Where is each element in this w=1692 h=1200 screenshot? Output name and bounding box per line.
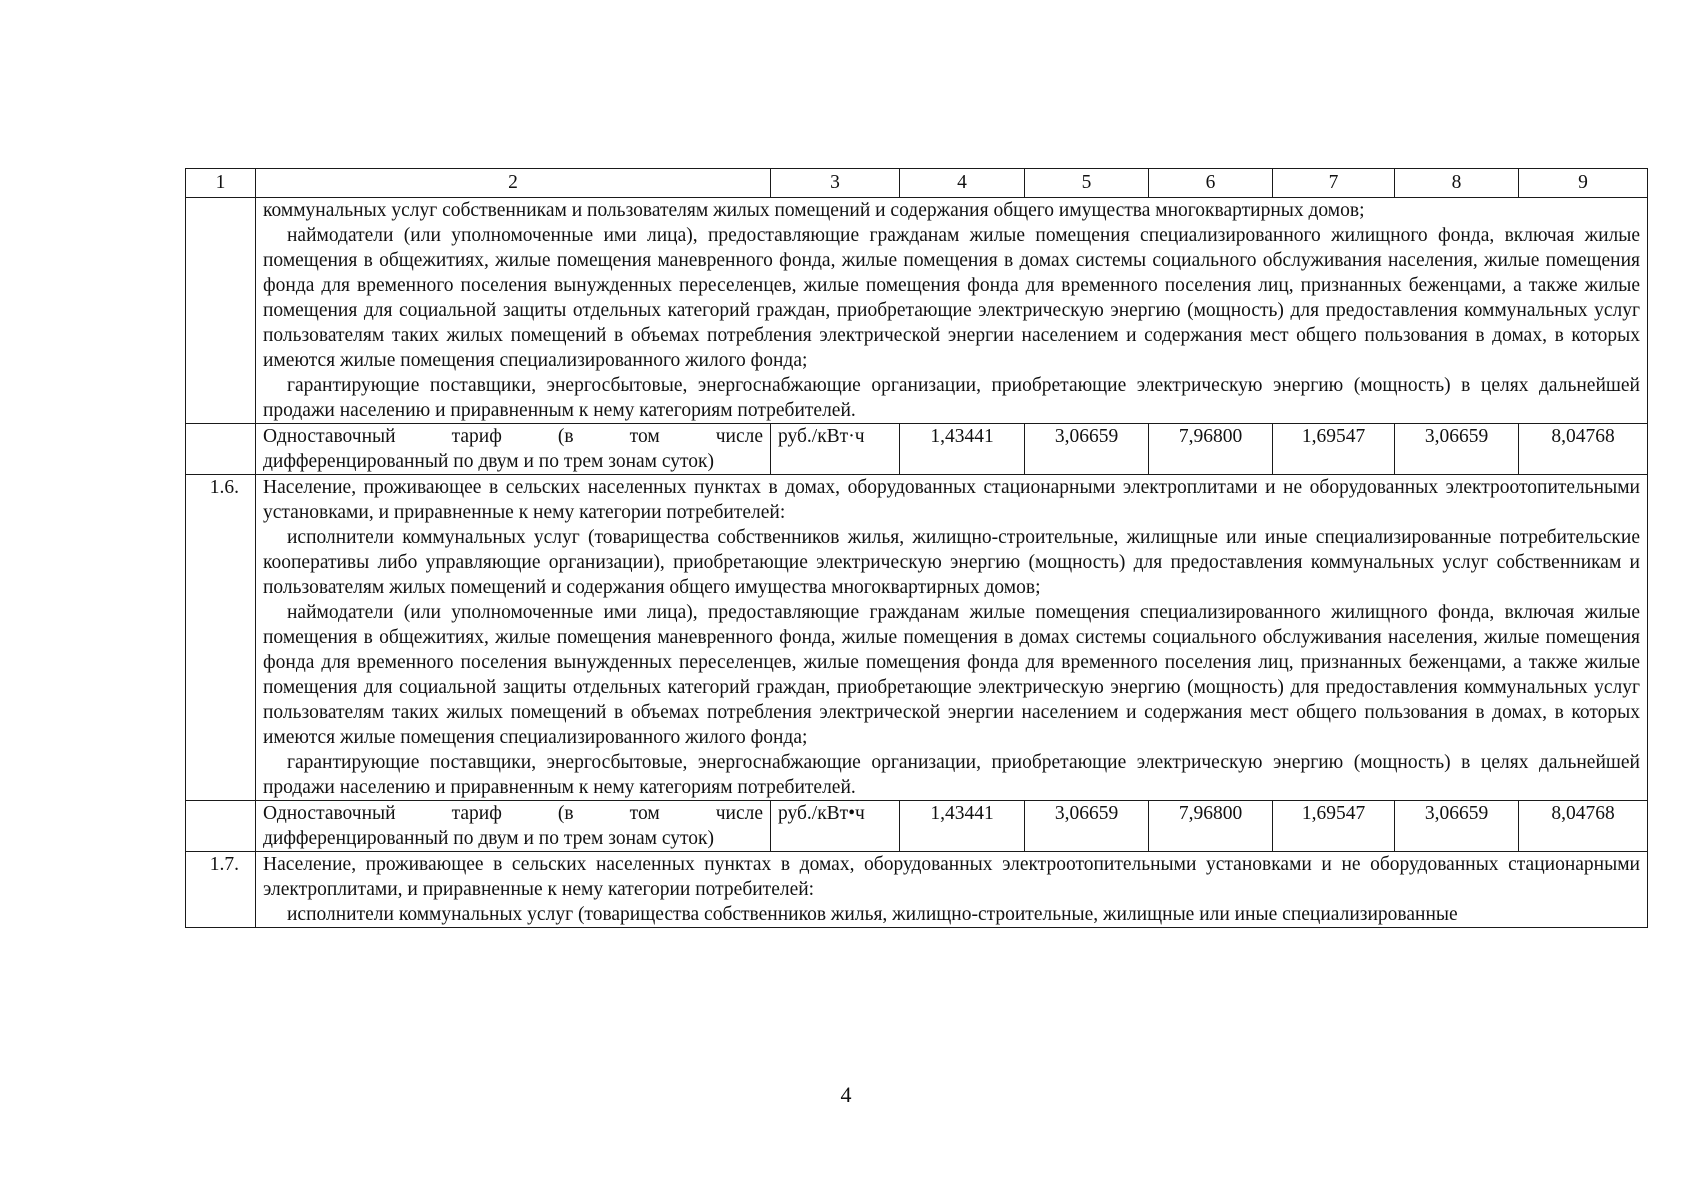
tariff-value: 3,06659 <box>1395 801 1519 852</box>
page-number: 4 <box>840 1082 852 1107</box>
row-number-cell <box>186 424 256 475</box>
continued-consumer-description-row <box>186 198 1648 424</box>
column-number: 5 <box>1025 169 1149 198</box>
tariff-value: 1,69547 <box>1273 801 1395 852</box>
paragraph: коммунальных услуг собственникам и пользователям жилых помещений и содержания общего имущества многоквартирных домов; <box>263 200 1365 221</box>
row-number: 1.7. <box>186 852 256 928</box>
unit-cell: руб./кВт·ч <box>771 424 900 475</box>
tariff-value: 1,43441 <box>900 801 1025 852</box>
column-number-header-row <box>186 169 1648 198</box>
row-number-cell <box>186 198 256 424</box>
paragraph: исполнители коммунальных услуг (товарищества собственников жилья, жилищно-строительные, жилищные или иные специализированные потребительские кооперативы либо управляющие организации), приобретающие электрическую энергию (мощность) для предоставления коммунальных услуг собственникам и пользователям жилых помещений и содержания общего имущества многоквартирных домов; <box>263 527 1640 598</box>
tariff-label: Одноставочный тариф (в том числе дифференцированный по двум и по трем зонам суток) <box>256 801 771 852</box>
tariff-value: 8,04768 <box>1519 801 1648 852</box>
paragraph: гарантирующие поставщики, энергосбытовые, энергоснабжающие организации, приобретающие электрическую энергию (мощность) в целях дальнейшей продажи населению и приравненным к нему категориям потребителей. <box>263 375 1640 421</box>
paragraph: наймодатели (или уполномоченные ими лица), предоставляющие гражданам жилые помещения специализированного жилищного фонда, включая жилые помещения в общежитиях, жилые помещения маневренного фонда, жилые помещения в домах системы социального обслуживания населения, жилые помещения фонда для временного поселения вынужденных переселенцев, жилые помещения фонда для временного поселения лиц, признанных беженцами, а также жилые помещения для социальной защиты отдельных категорий граждан, приобретающие электрическую энергию (мощность) для предоставления коммунальных услуг пользователям таких жилых помещений в объемах потребления электрической энергии населением и содержания мест общего пользования в домах, в которых имеются жилые помещения специализированного жилого фонда; <box>263 225 1640 371</box>
tariff-label: Одноставочный тариф (в том числе дифференцированный по двум и по трем зонам суток) <box>256 424 771 475</box>
tariff-value: 7,96800 <box>1149 801 1273 852</box>
tariff-value: 1,43441 <box>900 424 1025 475</box>
tariff-value: 1,69547 <box>1273 424 1395 475</box>
paragraph: Население, проживающее в сельских населенных пунктах в домах, оборудованных электроотопительными установками и не оборудованных стационарными электроплитами, и приравненные к нему категории потребителей: <box>263 854 1640 900</box>
column-number: 9 <box>1519 169 1648 198</box>
tariff-value: 3,06659 <box>1025 424 1149 475</box>
section-1-6-row <box>186 475 1648 801</box>
column-number: 1 <box>186 169 256 198</box>
unit-cell: руб./кВт•ч <box>771 801 900 852</box>
row-number: 1.6. <box>186 475 256 801</box>
column-number: 2 <box>256 169 771 198</box>
column-number: 8 <box>1395 169 1519 198</box>
column-number: 6 <box>1149 169 1273 198</box>
tariff-value: 3,06659 <box>1395 424 1519 475</box>
section-1-7-row <box>186 852 1648 928</box>
tariff-row <box>186 424 1648 475</box>
tariff-table <box>185 168 1648 928</box>
paragraph: исполнители коммунальных услуг (товарищества собственников жилья, жилищно-строительные, жилищные или иные специализированные <box>287 904 1458 925</box>
paragraph: наймодатели (или уполномоченные ими лица), предоставляющие гражданам жилые помещения специализированного жилищного фонда, включая жилые помещения в общежитиях, жилые помещения маневренного фонда, жилые помещения в домах системы социального обслуживания населения, жилые помещения фонда для временного поселения вынужденных переселенцев, жилые помещения фонда для временного поселения лиц, признанных беженцами, а также жилые помещения для социальной защиты отдельных категорий граждан, приобретающие электрическую энергию (мощность) для предоставления коммунальных услуг пользователям таких жилых помещений в объемах потребления электрической энергии населением и содержания мест общего пользования в домах, в которых имеются жилые помещения специализированного жилого фонда; <box>263 602 1640 748</box>
column-number: 7 <box>1273 169 1395 198</box>
tariff-value: 3,06659 <box>1025 801 1149 852</box>
tariff-value: 8,04768 <box>1519 424 1648 475</box>
column-number: 4 <box>900 169 1025 198</box>
column-number: 3 <box>771 169 900 198</box>
row-number-cell <box>186 801 256 852</box>
tariff-row <box>186 801 1648 852</box>
tariff-value: 7,96800 <box>1149 424 1273 475</box>
paragraph: Население, проживающее в сельских населенных пунктах в домах, оборудованных стационарными электроплитами и не оборудованных электроотопительными установками, и приравненные к нему категории потребителей: <box>263 477 1640 523</box>
paragraph: гарантирующие поставщики, энергосбытовые, энергоснабжающие организации, приобретающие электрическую энергию (мощность) в целях дальнейшей продажи населению и приравненным к нему категориям потребителей. <box>263 752 1640 798</box>
consumer-description-cell <box>256 852 1648 928</box>
consumer-description-cell <box>256 198 1648 424</box>
consumer-description-cell <box>256 475 1648 801</box>
